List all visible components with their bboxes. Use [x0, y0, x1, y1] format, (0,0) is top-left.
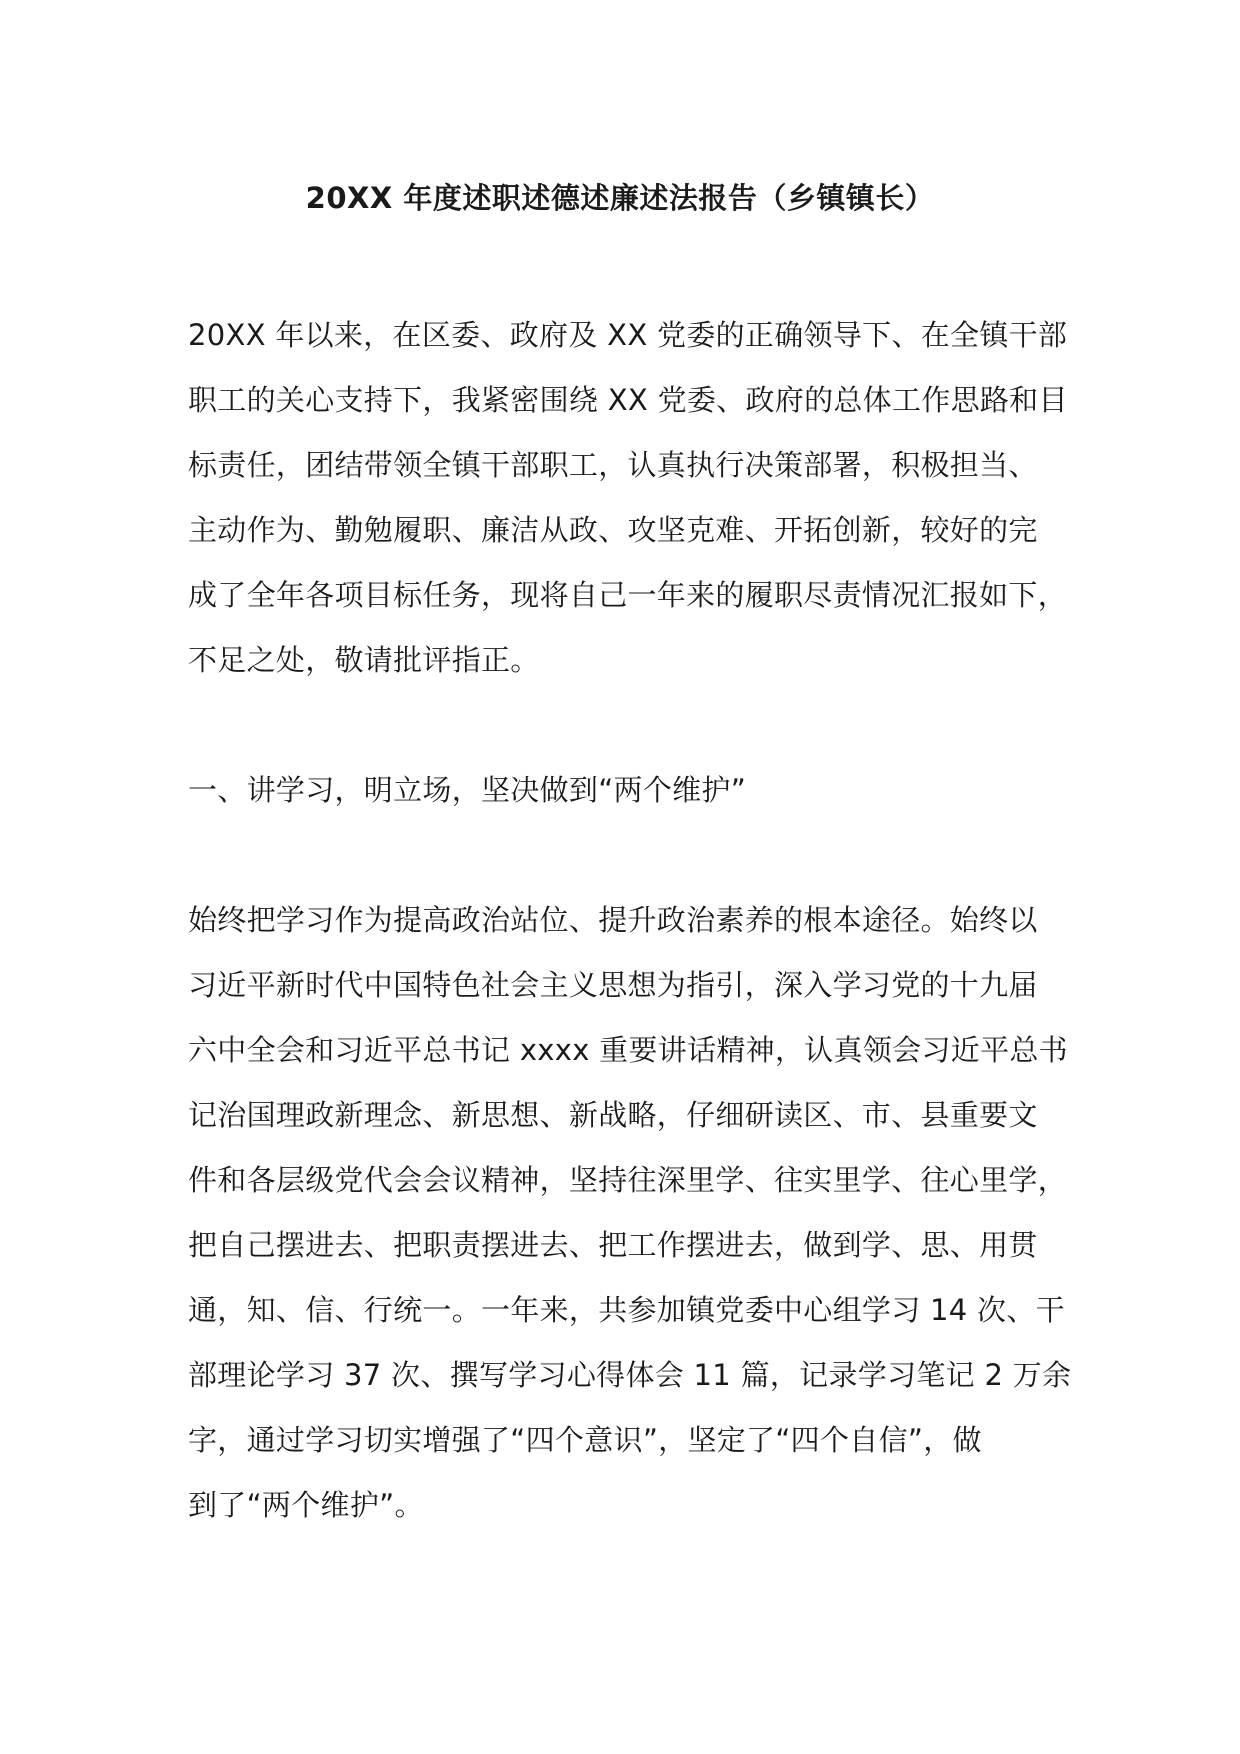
document-body — [188, 303, 1088, 1538]
section-1-line: 习近平新时代中国特色社会主义思想为指引，深入学习党的十九届 — [188, 968, 1038, 1002]
paragraph-spacer — [188, 823, 1088, 888]
intro-paragraph — [188, 303, 1088, 693]
intro-line: 20XX 年以来，在区委、政府及 XX 党委的正确领导下、在全镇干部 — [188, 318, 1068, 352]
section-1-line: 通，知、信、行统一。一年来，共参加镇党委中心组学习 14 次、干 — [188, 1293, 1065, 1327]
section-1-paragraph — [188, 888, 1088, 1538]
paragraph-spacer — [188, 693, 1088, 758]
section-1-line: 把自己摆进去、把职责摆进去、把工作摆进去，做到学、思、用贯 — [188, 1228, 1038, 1262]
section-1-line: 六中全会和习近平总书记 xxxx 重要讲话精神，认真领会习近平总书 — [188, 1033, 1068, 1067]
section-1-line: 部理论学习 37 次、撰写学习心得体会 11 篇，记录学习笔记 2 万余 — [188, 1358, 1072, 1392]
intro-line: 不足之处，敬请批评指正。 — [188, 643, 540, 677]
intro-line: 主动作为、勤勉履职、廉洁从政、攻坚克难、开拓创新，较好的完 — [188, 513, 1038, 547]
intro-line: 职工的关心支持下，我紧密围绕 XX 党委、政府的总体工作思路和目 — [188, 383, 1068, 417]
section-1-line: 始终把学习作为提高政治站位、提升政治素养的根本途径。始终以 — [188, 903, 1038, 937]
section-1-heading: 一、讲学习，明立场，坚决做到“两个维护” — [188, 773, 747, 807]
section-1-line: 字，通过学习切实增强了“四个意识”，坚定了“四个自信”，做 — [188, 1423, 982, 1457]
section-1-line: 件和各层级党代会会议精神，坚持往深里学、往实里学、往心里学， — [188, 1163, 1068, 1197]
document-title: 20XX 年度述职述德述廉述法报告（乡镇镇长） — [305, 181, 935, 215]
intro-line: 标责任，团结带领全镇干部职工，认真执行决策部署，积极担当、 — [188, 448, 1038, 482]
section-1-line: 到了“两个维护”。 — [188, 1488, 424, 1522]
intro-line: 成了全年各项目标任务，现将自己一年来的履职尽责情况汇报如下， — [188, 578, 1068, 612]
section-1-line: 记治国理政新理念、新思想、新战略，仔细研读区、市、县重要文 — [188, 1098, 1038, 1132]
